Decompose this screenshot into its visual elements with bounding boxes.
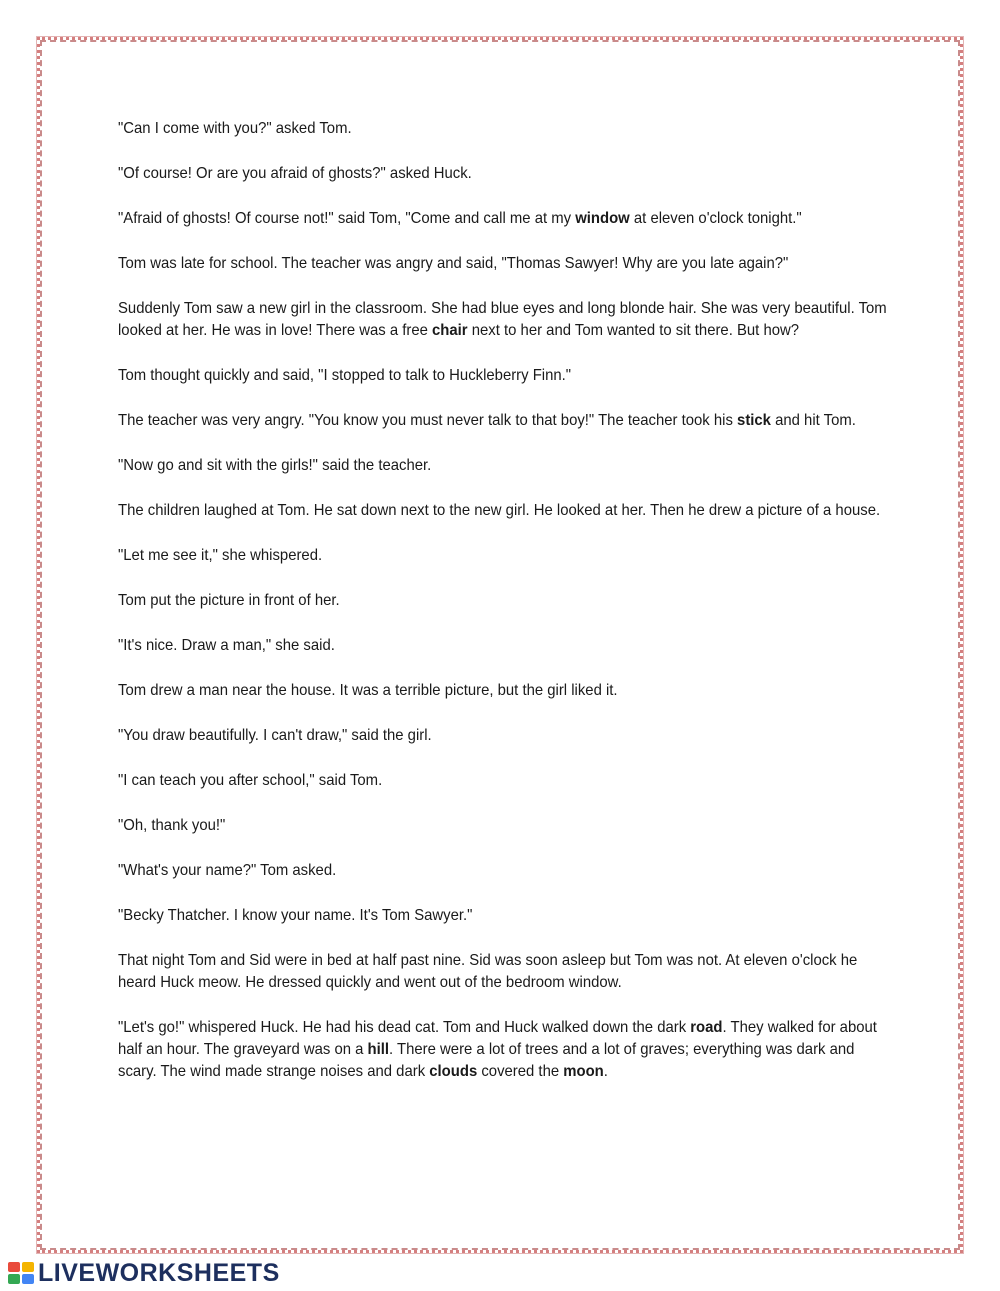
story-paragraph [118,1017,888,1083]
story-paragraph [118,905,888,927]
text-run: next to her and Tom wanted to sit there. But how? [467,322,800,339]
text-run: The teacher was very angry. "You know you must never talk to that boy!" The teacher took his [118,412,738,429]
story-paragraph [118,815,888,837]
story-paragraph [118,163,888,185]
text-run: "Afraid of ghosts! Of course not!" said Tom, "Come and call me at my [118,210,576,227]
logo-text: LIVEWORKSHEETS [38,1258,280,1287]
story-paragraph [118,365,888,387]
story-paragraph [118,410,888,432]
text-run: "It's nice. Draw a man," she said. [118,637,335,654]
story-paragraph [118,455,888,477]
vocabulary-word: chair [432,322,468,339]
text-run: . They walked for about half an hour. The graveyard was on a [118,1019,877,1058]
text-run: "Let's go!" whispered Huck. He had his dead cat. Tom and Huck walked down the dark [118,1019,691,1036]
vocabulary-word: hill [367,1041,390,1058]
text-run: That night Tom and Sid were in bed at half past nine. Sid was soon asleep but Tom was not. At eleven o'clock he heard Huck meow. He dressed quickly and went out of the bedroom window. [118,952,858,991]
text-run: and hit Tom. [770,412,856,429]
logo-grid-icon [8,1262,34,1284]
text-run: "I can teach you after school," said Tom. [118,772,383,789]
story-paragraph [118,118,888,140]
text-run: . [603,1063,608,1080]
story-paragraph [118,680,888,702]
text-run: covered the [477,1063,564,1080]
text-run: "Can I come with you?" asked Tom. [118,120,352,137]
vocabulary-word: stick [737,412,771,429]
vocabulary-word: clouds [429,1063,478,1080]
story-paragraph [118,545,888,567]
story-paragraph [118,208,888,230]
liveworksheets-logo[interactable] [8,1260,280,1286]
story-paragraph [118,950,888,994]
text-run: "Let me see it," she whispered. [118,547,323,564]
logo-square-red [8,1262,20,1272]
vocabulary-word: road [690,1019,723,1036]
text-run: "Becky Thatcher. I know your name. It's Tom Sawyer." [118,907,473,924]
text-run: "Now go and sit with the girls!" said the teacher. [118,457,432,474]
logo-square-yellow [22,1262,34,1272]
story-paragraph [118,770,888,792]
story-paragraph [118,590,888,612]
text-run: "You draw beautifully. I can't draw," said the girl. [118,727,432,744]
story-paragraph [118,635,888,657]
text-run: at eleven o'clock tonight." [629,210,802,227]
logo-square-blue [22,1274,34,1284]
text-run: "Of course! Or are you afraid of ghosts?" asked Huck. [118,165,472,182]
text-run: "Oh, thank you!" [118,817,226,834]
story-paragraph [118,253,888,275]
story-paragraph [118,500,888,522]
text-run: The children laughed at Tom. He sat down next to the new girl. He looked at her. Then he drew a picture of a house. [118,502,881,519]
text-run: "What's your name?" Tom asked. [118,862,337,879]
vocabulary-word: window [575,210,630,227]
text-run: Tom was late for school. The teacher was angry and said, "Thomas Sawyer! Why are you late again?" [118,255,789,272]
story-paragraph [118,298,888,342]
story-paragraph [118,725,888,747]
text-run: Tom thought quickly and said, "I stopped to talk to Huckleberry Finn." [118,367,572,384]
text-run: Tom put the picture in front of her. [118,592,340,609]
logo-square-green [8,1274,20,1284]
text-run: Tom drew a man near the house. It was a terrible picture, but the girl liked it. [118,682,618,699]
vocabulary-word: moon [563,1063,604,1080]
story-text [118,118,888,1106]
text-run: Suddenly Tom saw a new girl in the classroom. She had blue eyes and long blonde hair. She was very beautiful. Tom looked at her. He was in love! There was a free [118,300,887,339]
text-run: . There were a lot of trees and a lot of graves; everything was dark and scary. The wind made strange noises and dark [118,1041,855,1080]
story-paragraph [118,860,888,882]
